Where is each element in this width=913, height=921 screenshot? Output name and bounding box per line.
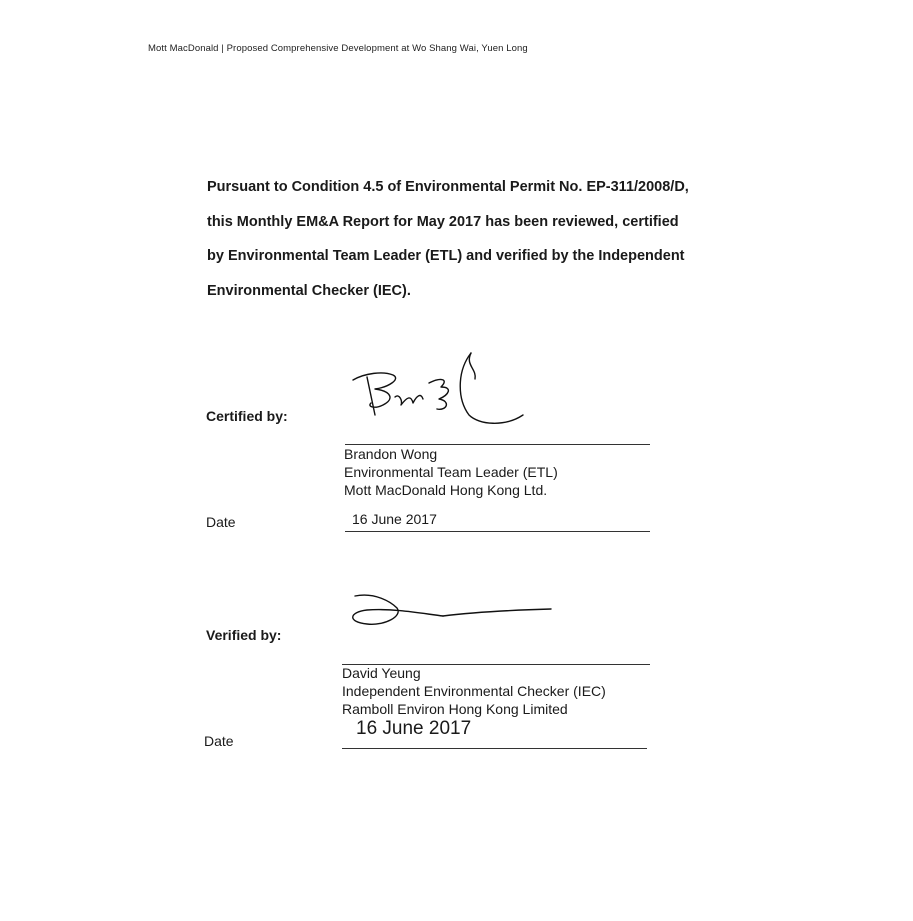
etl-title: Environmental Team Leader (ETL): [344, 464, 558, 480]
statement-line: this Monthly EM&A Report for May 2017 has been reviewed, certified: [207, 213, 679, 230]
iec-details: [342, 664, 606, 718]
iec-signature-icon: [345, 588, 560, 638]
certified-date-line: [345, 531, 650, 532]
certified-date: 16 June 2017: [352, 511, 437, 527]
etl-signature-icon: [345, 345, 535, 435]
verified-date-line: [342, 748, 647, 749]
statement-line: by Environmental Team Leader (ETL) and verified by the Independent: [207, 248, 685, 264]
etl-name: Brandon Wong: [344, 446, 438, 462]
iec-title: Independent Environmental Checker (IEC): [342, 683, 606, 699]
statement-line: Environmental Checker (IEC).: [207, 282, 411, 299]
page-header: Mott MacDonald | Proposed Comprehensive Development at Wo Shang Wai, Yuen Long: [148, 43, 528, 54]
verified-date: 16 June 2017: [356, 718, 472, 739]
certified-by-label: Certified by:: [206, 408, 288, 424]
etl-company: Mott MacDonald Hong Kong Ltd.: [344, 482, 548, 498]
certification-statement: [207, 170, 767, 308]
etl-details: [344, 445, 558, 499]
iec-company: Ramboll Environ Hong Kong Limited: [342, 701, 568, 717]
verified-by-label: Verified by:: [206, 627, 282, 643]
iec-name: David Yeung: [342, 665, 421, 681]
certified-date-label: Date: [206, 514, 236, 530]
verified-date-label: Date: [204, 733, 234, 749]
statement-line: Pursuant to Condition 4.5 of Environmental Permit No. EP-311/2008/D,: [207, 179, 689, 195]
